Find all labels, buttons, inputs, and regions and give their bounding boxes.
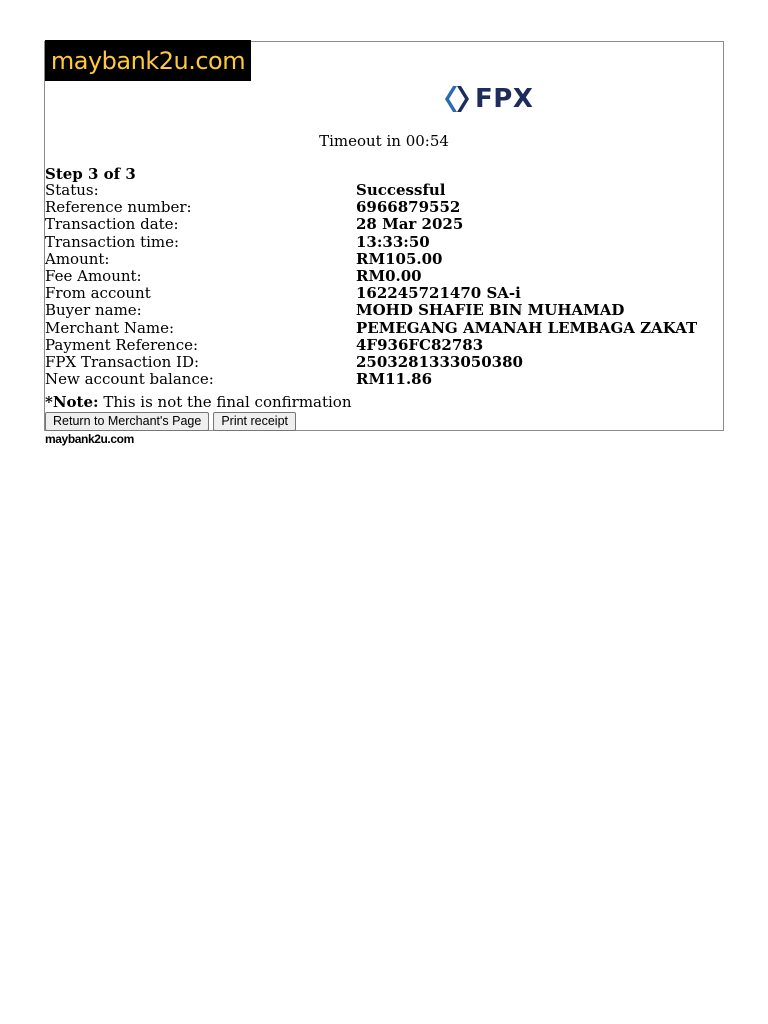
transaction-details	[45, 182, 724, 388]
detail-value: 13:33:50	[356, 232, 430, 251]
detail-label: From account	[45, 284, 151, 303]
detail-row	[45, 251, 724, 268]
detail-value: Successful	[356, 181, 446, 199]
detail-label: Payment Reference:	[45, 335, 199, 354]
detail-label: Amount:	[45, 249, 110, 268]
note-text	[45, 393, 352, 411]
detail-row	[45, 285, 724, 302]
detail-label: Status:	[45, 181, 99, 199]
detail-value: 28 Mar 2025	[356, 215, 464, 234]
detail-label: Fee Amount:	[45, 266, 142, 285]
return-to-merchant-button[interactable]: Return to Merchant's Page	[45, 412, 209, 431]
detail-row	[45, 337, 724, 354]
fpx-logo	[443, 83, 539, 115]
detail-label: Merchant Name:	[45, 318, 175, 337]
detail-value: 162245721470 SA-i	[356, 284, 521, 303]
note-body: This is not the final confirmation	[103, 393, 352, 411]
detail-value: 6966879552	[356, 198, 461, 217]
detail-value: 4F936FC82783	[356, 335, 484, 354]
detail-value: RM11.86	[356, 370, 433, 389]
print-receipt-button[interactable]: Print receipt	[213, 412, 296, 431]
detail-label: FPX Transaction ID:	[45, 352, 200, 371]
footer-maybank2u-logo: maybank2u.com	[45, 432, 134, 446]
detail-row	[45, 182, 724, 199]
detail-value: RM0.00	[356, 266, 422, 285]
timeout-text: Timeout in 00:54	[319, 132, 449, 150]
detail-label: New account balance:	[45, 370, 214, 389]
fpx-diamond-icon	[443, 84, 471, 114]
detail-label: Transaction date:	[45, 215, 179, 234]
fpx-text: FPX	[475, 84, 534, 114]
detail-label: Reference number:	[45, 198, 192, 217]
detail-value: 2503281333050380	[356, 352, 523, 371]
detail-row	[45, 354, 724, 371]
detail-row	[45, 234, 724, 251]
detail-value: RM105.00	[356, 249, 443, 268]
detail-row	[45, 320, 724, 337]
logo-text: maybank2u.com	[50, 46, 246, 75]
detail-row	[45, 216, 724, 233]
detail-row	[45, 371, 724, 388]
step-indicator: Step 3 of 3	[45, 165, 136, 183]
detail-value: PEMEGANG AMANAH LEMBAGA ZAKAT	[356, 318, 698, 337]
detail-label: Buyer name:	[45, 301, 142, 320]
detail-label: Transaction time:	[45, 232, 180, 251]
action-buttons	[45, 412, 296, 431]
detail-row	[45, 302, 724, 319]
detail-row	[45, 199, 724, 216]
note-prefix: *Note:	[45, 393, 99, 411]
detail-value: MOHD SHAFIE BIN MUHAMAD	[356, 301, 625, 320]
detail-row	[45, 268, 724, 285]
maybank2u-logo	[45, 40, 251, 81]
